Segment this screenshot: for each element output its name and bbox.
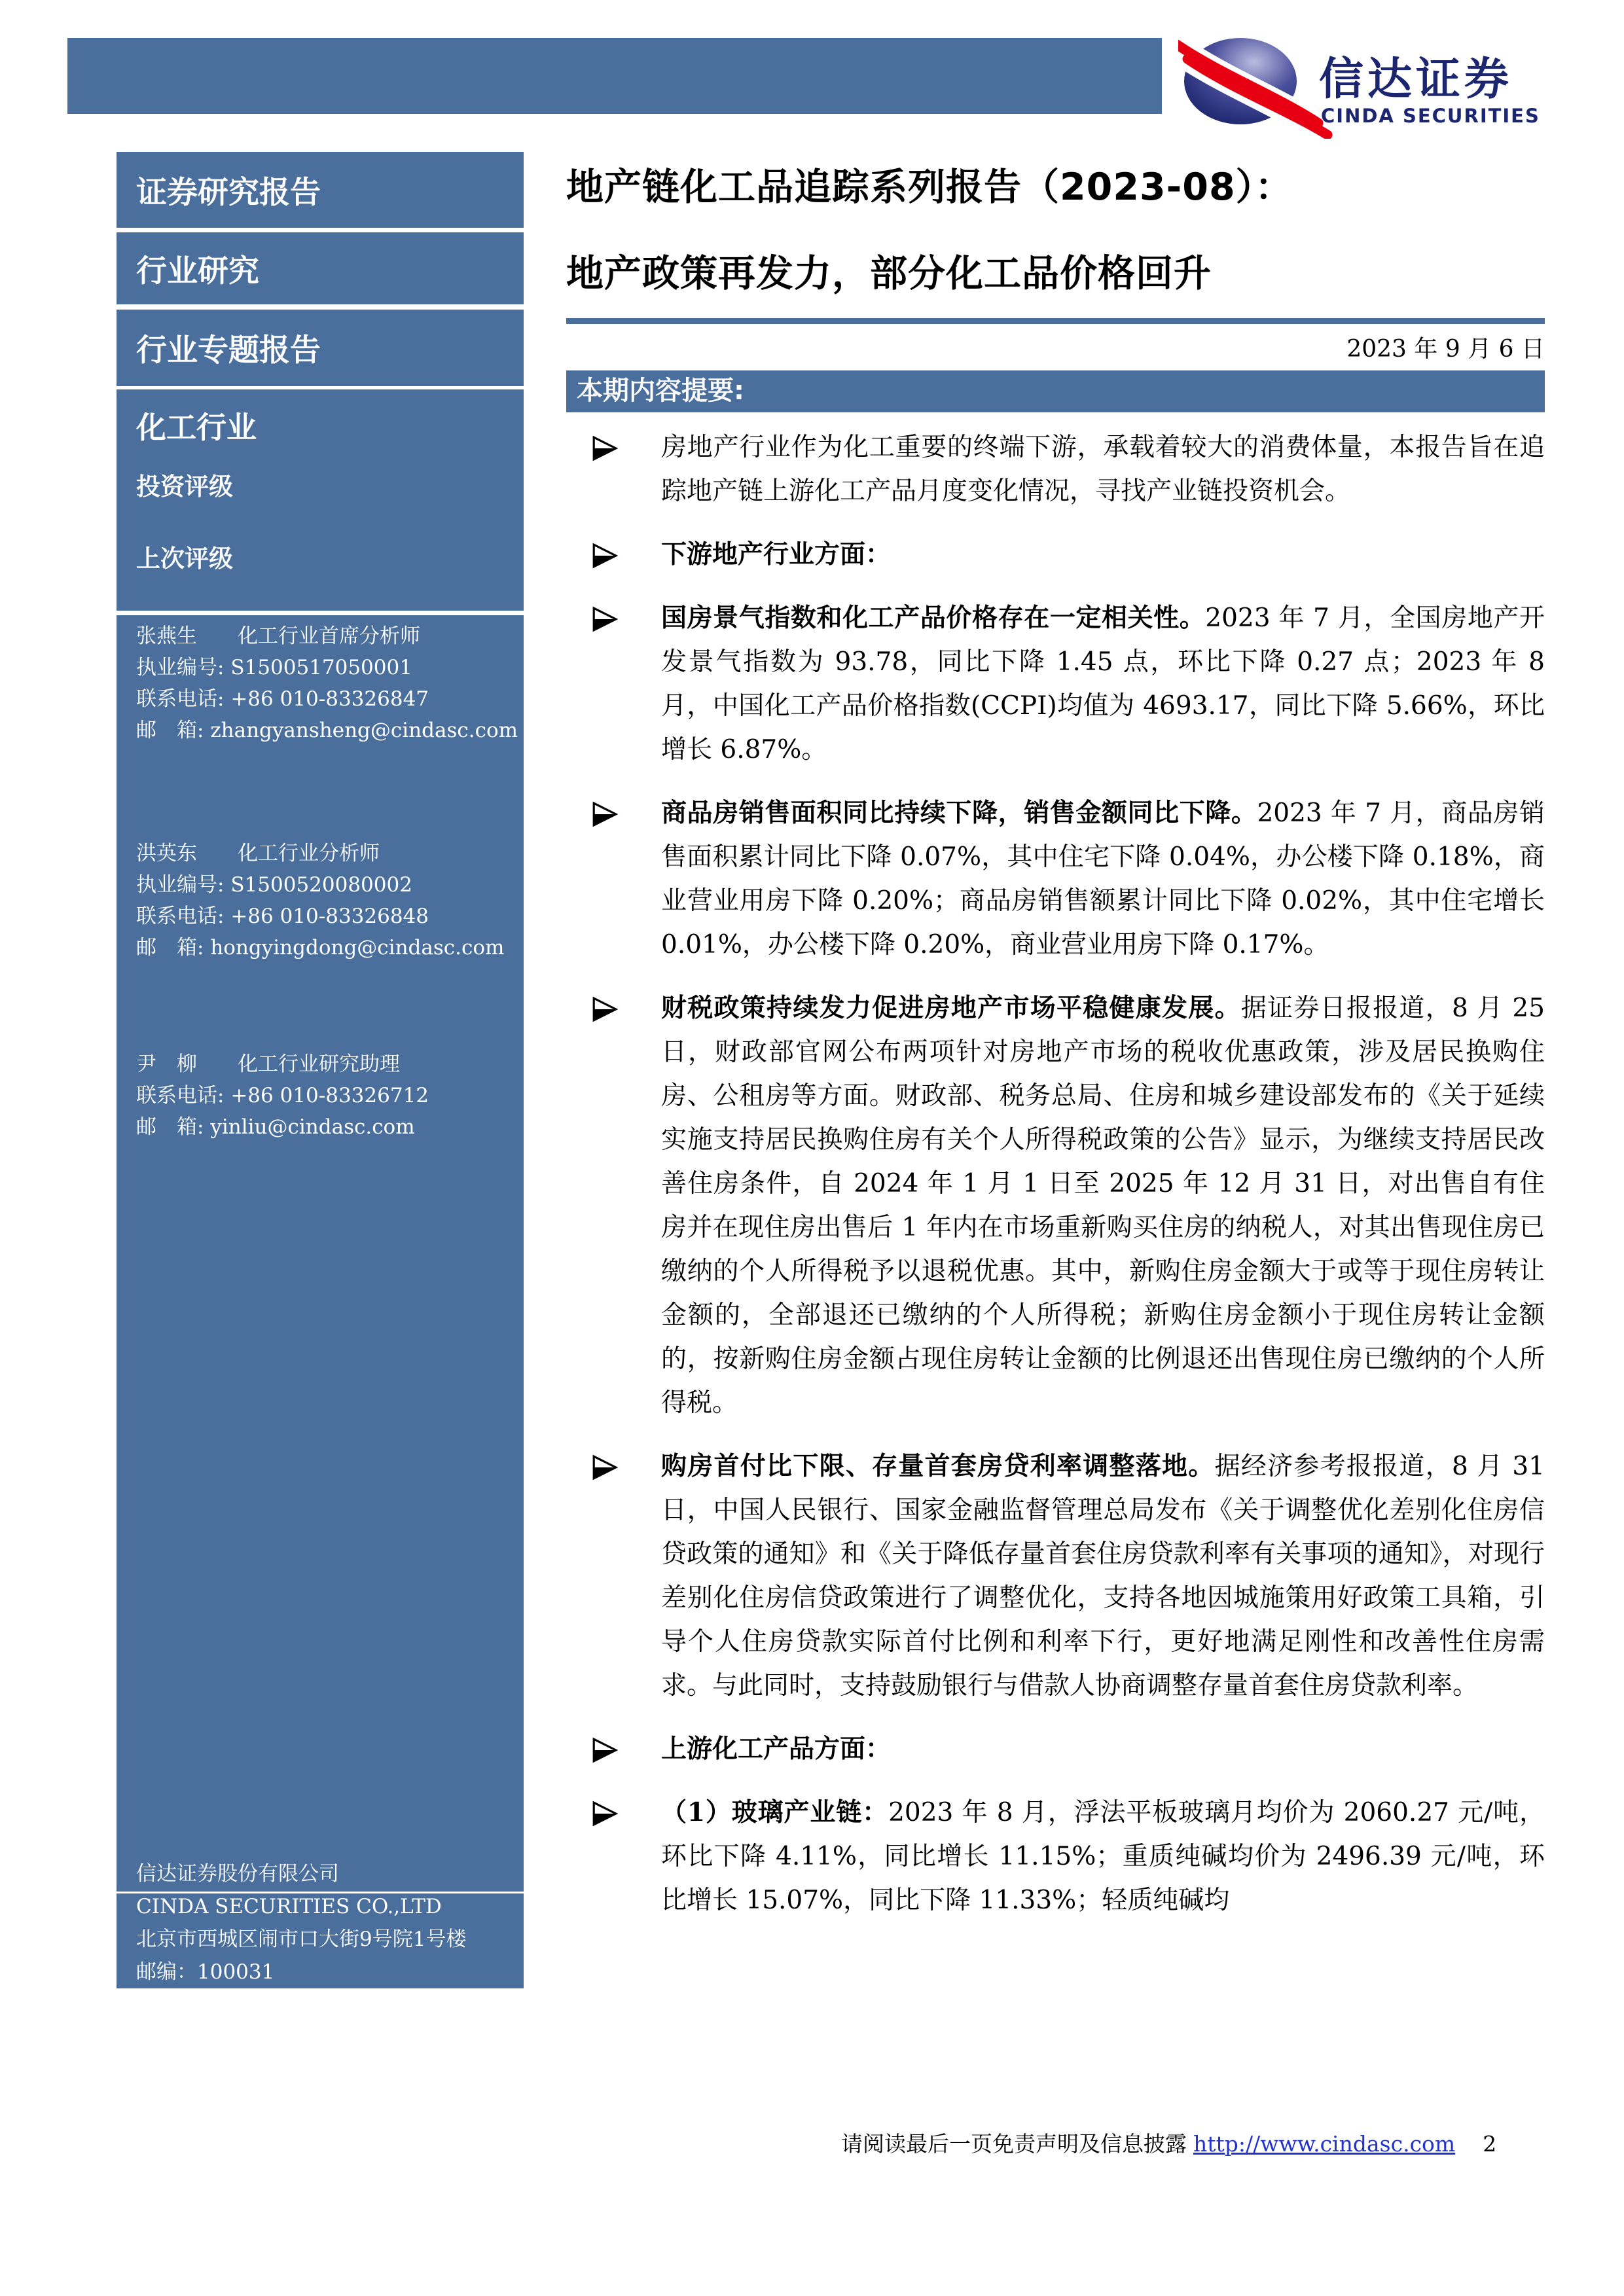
report-series-title: 地产链化工品追踪系列报告（2023-08）： <box>566 166 1293 209</box>
cinda-logo <box>1178 27 1558 139</box>
bullet-arrow-icon <box>591 542 619 569</box>
bullet-arrow-icon <box>591 996 619 1023</box>
analyst-card <box>136 838 524 963</box>
license-number: S1500517050001 <box>230 656 412 679</box>
sidebar-tag-label: 行业专题报告 <box>136 332 321 368</box>
sidebar-tag-topic-report <box>117 310 524 386</box>
license-number: S1500520080002 <box>230 873 412 897</box>
email-label: 邮 箱: <box>136 936 204 960</box>
page-number: 2 <box>1483 2131 1497 2157</box>
license-label: 执业编号: <box>136 656 225 679</box>
summary-bullet-list <box>566 425 1545 1942</box>
email-label: 邮 箱: <box>136 719 204 742</box>
bullet-lead: （1）玻璃产业链： <box>661 1797 889 1827</box>
bullet-text: 2023 年 8 月，浮法平板玻璃月均价为 2060.27 元/吨，环比下降 4.11%，同比增长 11.15%；重质纯碱均价为 2496.39 元/吨，环比增长 15.07%，同比下降 11.33%；轻质纯碱均 <box>661 1798 1545 1915</box>
analyst-title: 化工行业分析师 <box>238 842 380 865</box>
sidebar-tag-industry-research <box>117 232 524 304</box>
bullet-lead: 国房景气指数和化工产品价格存在一定相关性。 <box>661 603 1206 633</box>
bullet-text: 据经济参考报报道，8 月 31 日，中国人民银行、国家金融监督管理总局发布《关于调整优化差别化住房信贷政策的通知》和《关于降低存量首套住房贷款利率有关事项的通知》，对现行差别化住房信贷政策进行了调整优化，支持各地因城施策用好政策工具箱，引导个人住房贷款实际首付比例和利率下行，更好地满足刚性和改善性住房需求。与此同时，支持鼓励银行与借款人协商调整存量首套住房贷款利率。 <box>661 1452 1545 1700</box>
phone-number: +86 010-83326712 <box>230 1084 429 1107</box>
logo-text-en: CINDA SECURITIES <box>1321 105 1540 127</box>
bullet-lead: 财税政策持续发力促进房地产市场平稳健康发展。 <box>661 993 1241 1023</box>
bullet-text: 2023 年 7 月，全国房地产开发景气指数为 93.78，同比下降 1.45 点，环比下降 0.27 点；2023 年 8 月，中国化工产品价格指数(CCPI)均值为 4693.17，同比下降 5.66%，环比增长 6.87%。 <box>661 603 1545 764</box>
bullet-prosperity-index <box>566 596 1545 772</box>
title-divider <box>566 318 1545 324</box>
analyst-card <box>136 1049 524 1143</box>
sidebar-category-box <box>117 389 524 611</box>
email-address: hongyingdong@cindasc.com <box>210 936 505 960</box>
bullet-lead: 购房首付比下限、存量首套房贷利率调整落地。 <box>661 1451 1215 1481</box>
sidebar-tag-label: 行业研究 <box>136 253 259 289</box>
sidebar-analysts-box <box>117 615 524 1892</box>
bullet-sales-area <box>566 791 1545 967</box>
company-name-en: CINDA SECURITIES CO.,LTD <box>136 1895 442 1918</box>
bullet-downstream-heading <box>566 533 1545 577</box>
report-title: 地产政策再发力，部分化工品价格回升 <box>566 252 1212 295</box>
bullet-arrow-icon <box>591 1454 619 1481</box>
cinda-logo-icon <box>1178 27 1558 139</box>
industry-name: 化工行业 <box>136 410 257 445</box>
email-address: yinliu@cindasc.com <box>210 1115 415 1139</box>
disclaimer-text: 请阅读最后一页免责声明及信息披露 <box>841 2131 1187 2157</box>
bullet-intro <box>566 425 1545 513</box>
sidebar-tag-research-report <box>117 152 524 228</box>
bullet-arrow-icon <box>591 605 619 633</box>
bullet-text: 房地产行业作为化工重要的终端下游，承载着较大的消费体量，本报告旨在追踪地产链上游化工产品月度变化情况，寻找产业链投资机会。 <box>661 433 1545 506</box>
analyst-name: 洪英东 <box>136 842 197 865</box>
bullet-upstream-heading <box>566 1727 1545 1771</box>
analyst-name: 尹 柳 <box>136 1052 197 1076</box>
page-footer <box>841 2127 1496 2158</box>
phone-label: 联系电话: <box>136 687 225 711</box>
analyst-card <box>136 620 524 746</box>
investment-rating-label: 投资评级 <box>136 473 233 501</box>
bullet-fiscal-policy <box>566 986 1545 1425</box>
email-label: 邮 箱: <box>136 1115 204 1139</box>
previous-rating-label: 上次评级 <box>136 545 233 573</box>
phone-label: 联系电话: <box>136 905 225 928</box>
company-postcode: 邮编：100031 <box>136 1960 275 1984</box>
bullet-arrow-icon <box>591 1736 619 1764</box>
website-link[interactable]: http://www.cindasc.com <box>1193 2131 1456 2157</box>
bullet-arrow-icon <box>591 435 619 462</box>
bullet-mortgage-policy <box>566 1444 1545 1708</box>
logo-text-cn: 信达证券 <box>1319 54 1513 105</box>
report-date: 2023 年 9 月 6 日 <box>1346 336 1545 363</box>
company-name-cn: 信达证券股份有限公司 <box>136 1862 339 1886</box>
bullet-text: 2023 年 7 月，商品房销售面积累计同比下降 0.07%，其中住宅下降 0.04%，办公楼下降 0.18%，商业营业用房下降 0.20%；商品房销售额累计同比下降 0.02%，其中住宅增长 0.01%，办公楼下降 0.20%，商业营业用房下降 0.17%。 <box>661 798 1545 960</box>
bullet-glass-chain <box>566 1791 1545 1922</box>
top-header-bar <box>67 38 1162 114</box>
phone-number: +86 010-83326847 <box>230 687 429 711</box>
email-address: zhangyansheng@cindasc.com <box>210 719 518 742</box>
license-label: 执业编号: <box>136 873 225 897</box>
company-info <box>136 1857 524 1988</box>
summary-section-bar <box>566 370 1545 412</box>
sidebar-tag-label: 证券研究报告 <box>136 174 321 211</box>
bullet-arrow-icon <box>591 800 619 828</box>
analyst-title: 化工行业研究助理 <box>238 1052 400 1076</box>
company-address: 北京市西城区闹市口大街9号院1号楼 <box>136 1928 467 1951</box>
phone-label: 联系电话: <box>136 1084 225 1107</box>
summary-section-title: 本期内容提要: <box>577 376 744 406</box>
analyst-name: 张燕生 <box>136 624 197 648</box>
bullet-text: 据证券日报报道，8 月 25 日，财政部官网公布两项针对房地产市场的税收优惠政策，涉及居民换购住房、公租房等方面。财政部、税务总局、住房和城乡建设部发布的《关于延续实施支持居民换购住房有关个人所得税政策的公告》显示，为继续支持居民改善住房条件，自 2024 年 1 月 1 日至 2025 年 12 月 31 日，对出售自有住房并在现住房出售后 1 年内在市场重新购买住房的纳税人，对其出售现住房已缴纳的个人所得税予以退税优惠。其中，新购住房金额大于或等于现住房转让金额的，全部退还已缴纳的个人所得税；新购住房金额小于现住房转让金额的，按新购住房金额占现住房转让金额的比例退还出售现住房已缴纳的个人所得税。 <box>661 994 1545 1418</box>
analyst-title: 化工行业首席分析师 <box>238 624 420 648</box>
phone-number: +86 010-83326848 <box>230 905 429 928</box>
bullet-arrow-icon <box>591 1800 619 1827</box>
bullet-lead: 商品房销售面积同比持续下降，销售金额同比下降。 <box>661 798 1257 828</box>
bullet-lead: 下游地产行业方面： <box>661 539 892 569</box>
bullet-lead: 上游化工产品方面： <box>661 1734 892 1764</box>
